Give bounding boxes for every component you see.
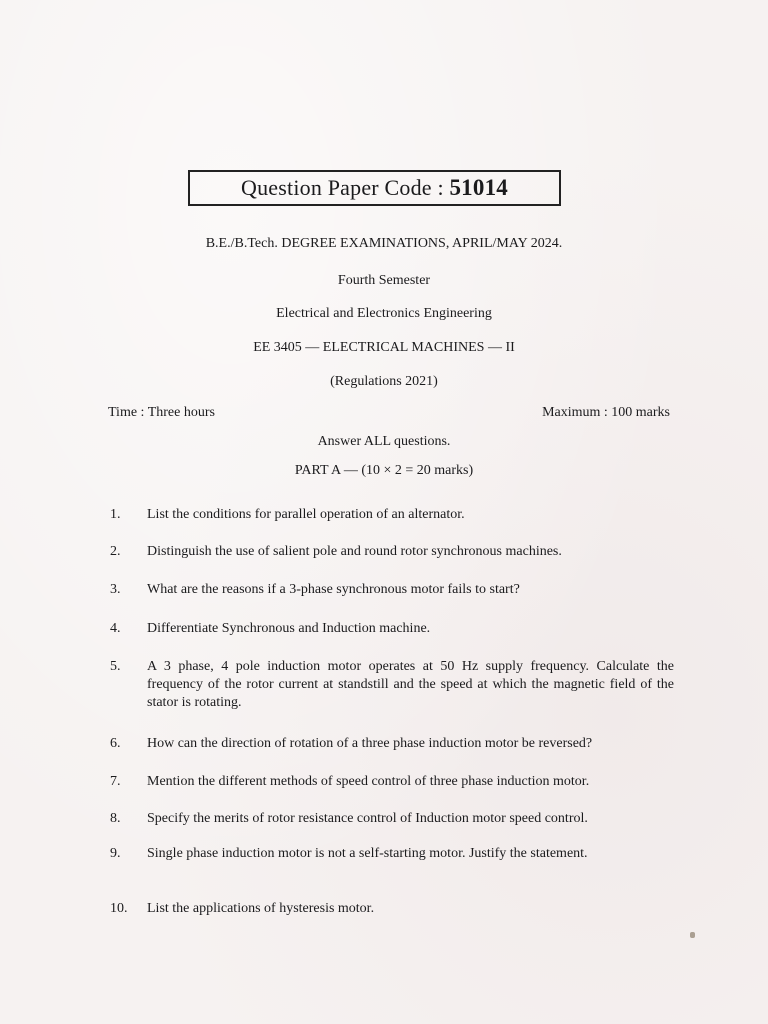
question-item	[110, 658, 674, 712]
question-text: Distinguish the use of salient pole and round rotor synchronous machines.	[147, 544, 562, 559]
question-number: 3.	[110, 582, 121, 597]
question-item	[110, 900, 674, 918]
question-number: 6.	[110, 736, 121, 751]
question-text: Specify the merits of rotor resistance control of Induction motor speed control.	[147, 811, 588, 826]
question-number: 5.	[110, 659, 121, 674]
question-number: 4.	[110, 621, 121, 636]
regulations: (Regulations 2021)	[330, 374, 438, 389]
time-marks-row	[108, 405, 670, 421]
code-label: Question Paper Code :	[241, 175, 444, 200]
question-paper-code-box	[188, 170, 561, 206]
question-number: 10.	[110, 901, 128, 916]
question-number: 1.	[110, 507, 121, 522]
question-item	[110, 581, 674, 599]
question-number: 2.	[110, 544, 121, 559]
question-text: A 3 phase, 4 pole induction motor operates at 50 Hz supply frequency. Calculate the frequency of the rotor current at standstill and the speed at which the magnetic field of the stator is rotating.	[147, 659, 674, 710]
course-title: EE 3405 — ELECTRICAL MACHINES — II	[253, 340, 515, 355]
question-text: What are the reasons if a 3-phase synchronous motor fails to start?	[147, 582, 520, 597]
part-heading: PART A — (10 × 2 = 20 marks)	[294, 463, 474, 478]
paper-speck	[690, 932, 695, 938]
question-number: 7.	[110, 774, 121, 789]
question-item	[110, 620, 674, 638]
question-text: Mention the different methods of speed control of three phase induction motor.	[147, 774, 590, 789]
semester: Fourth Semester	[337, 273, 431, 288]
question-item	[110, 845, 674, 863]
question-item	[110, 543, 674, 561]
department: Electrical and Electronics Engineering	[276, 306, 492, 321]
maximum-marks: Maximum : 100 marks	[542, 405, 670, 420]
question-item	[110, 506, 674, 524]
question-text: Single phase induction motor is not a self-starting motor. Justify the statement.	[147, 846, 588, 861]
instruction: Answer ALL questions.	[317, 434, 451, 449]
question-item	[110, 735, 674, 753]
question-item	[110, 810, 674, 828]
question-text: Differentiate Synchronous and Induction machine.	[147, 621, 431, 636]
question-item	[110, 773, 674, 791]
question-text: List the applications of hysteresis motor.	[147, 901, 375, 916]
question-text: How can the direction of rotation of a three phase induction motor be reversed?	[147, 736, 593, 751]
time-duration: Time : Three hours	[108, 405, 215, 420]
question-number: 9.	[110, 846, 121, 861]
question-text: List the conditions for parallel operation of an alternator.	[147, 507, 465, 522]
question-number: 8.	[110, 811, 121, 826]
code-number: 51014	[449, 175, 508, 200]
degree-line: B.E./B.Tech. DEGREE EXAMINATIONS, APRIL/MAY 2024.	[205, 236, 563, 251]
